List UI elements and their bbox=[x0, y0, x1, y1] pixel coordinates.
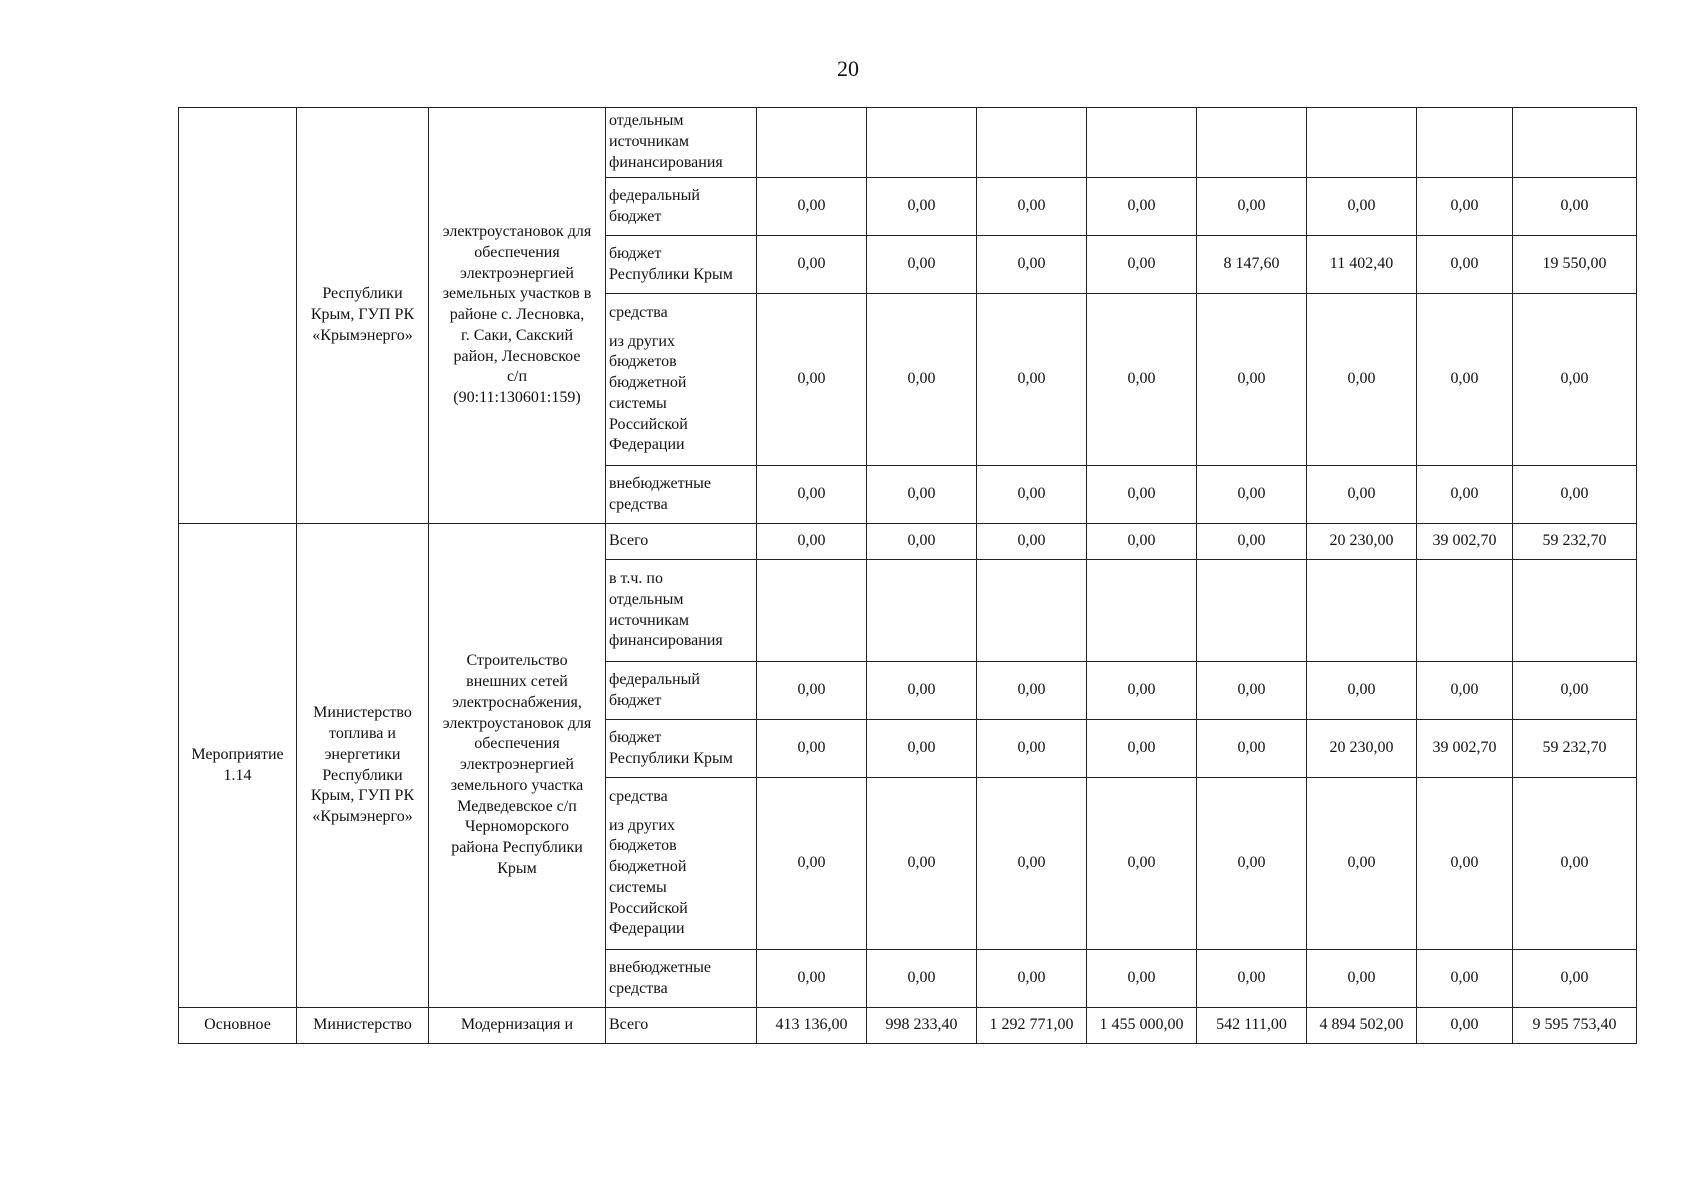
amount-cell: 0,00 bbox=[1197, 778, 1307, 950]
amount-cell: 0,00 bbox=[1197, 662, 1307, 720]
amount-cell: 0,00 bbox=[757, 662, 867, 720]
amount-cell: 20 230,00 bbox=[1307, 524, 1417, 560]
text-line: энергетики bbox=[324, 745, 401, 763]
funding-source-cell bbox=[606, 178, 757, 236]
amount-cell bbox=[757, 108, 867, 178]
amount-cell: 0,00 bbox=[1417, 950, 1513, 1008]
text-line: средства bbox=[609, 787, 668, 805]
amount-cell: 0,00 bbox=[1087, 662, 1197, 720]
amount-cell bbox=[1197, 108, 1307, 178]
amount-cell: 0,00 bbox=[1307, 178, 1417, 236]
amount-cell: 0,00 bbox=[1087, 294, 1197, 466]
text-line: системы bbox=[609, 394, 667, 412]
text-line: Федерации bbox=[609, 920, 685, 938]
text-line: «Крымэнерго» bbox=[312, 326, 413, 344]
text-line: Республики bbox=[322, 766, 403, 784]
amount-cell: 0,00 bbox=[977, 662, 1087, 720]
amount-cell: 0,00 bbox=[1417, 778, 1513, 950]
funding-source-cell bbox=[606, 1008, 757, 1044]
text-line: Республики Крым bbox=[609, 749, 733, 767]
amount-cell: 9 595 753,40 bbox=[1513, 1008, 1637, 1044]
text-line: бюджет bbox=[609, 728, 662, 746]
text-line: Республики bbox=[322, 285, 403, 303]
amount-cell bbox=[1513, 560, 1637, 662]
executor-cell bbox=[297, 108, 429, 524]
object-cell bbox=[429, 108, 606, 524]
amount-cell: 0,00 bbox=[977, 236, 1087, 294]
executor-cell bbox=[297, 524, 429, 1008]
amount-cell: 0,00 bbox=[1197, 950, 1307, 1008]
amount-cell: 0,00 bbox=[1307, 466, 1417, 524]
text-line: внебюджетные bbox=[609, 474, 711, 492]
amount-cell: 413 136,00 bbox=[757, 1008, 867, 1044]
text-line: обеспечения bbox=[474, 243, 560, 261]
amount-cell: 0,00 bbox=[1513, 662, 1637, 720]
text-line: средства bbox=[609, 979, 668, 997]
text-line: Республики Крым bbox=[609, 265, 733, 283]
text-line: финансирования bbox=[609, 632, 723, 650]
text-line: г. Саки, Сакский bbox=[460, 326, 573, 344]
amount-cell: 0,00 bbox=[757, 524, 867, 560]
amount-cell bbox=[1197, 560, 1307, 662]
amount-cell: 0,00 bbox=[1513, 178, 1637, 236]
text-line: бюджет bbox=[609, 207, 662, 225]
funding-source-cell bbox=[606, 662, 757, 720]
text-line: бюджет bbox=[609, 691, 662, 709]
text-line: Мероприятие bbox=[191, 745, 284, 763]
amount-cell: 0,00 bbox=[1087, 236, 1197, 294]
amount-cell bbox=[1307, 560, 1417, 662]
amount-cell: 8 147,60 bbox=[1197, 236, 1307, 294]
funding-source-cell bbox=[606, 560, 757, 662]
amount-cell: 0,00 bbox=[1087, 178, 1197, 236]
text-line: районе с. Лесновка, bbox=[449, 306, 585, 324]
text-line: электроэнергией bbox=[460, 756, 574, 774]
text-line: обеспечения bbox=[474, 735, 560, 753]
funding-source-cell bbox=[606, 720, 757, 778]
measure-cell: Основное bbox=[179, 1008, 297, 1044]
text-line: федеральный bbox=[609, 670, 700, 688]
amount-cell: 0,00 bbox=[1513, 778, 1637, 950]
amount-cell bbox=[867, 108, 977, 178]
amount-cell: 0,00 bbox=[1417, 662, 1513, 720]
amount-cell: 0,00 bbox=[867, 720, 977, 778]
text-line: земельных участков в bbox=[442, 285, 592, 303]
amount-cell: 0,00 bbox=[1307, 662, 1417, 720]
text-line: бюджетов bbox=[609, 837, 677, 855]
text-line: бюджет bbox=[609, 244, 662, 262]
budget-table bbox=[178, 107, 1637, 1044]
amount-cell: 0,00 bbox=[1417, 294, 1513, 466]
text-line: Федерации bbox=[609, 436, 685, 454]
amount-cell: 0,00 bbox=[867, 178, 977, 236]
text-line: отдельным bbox=[609, 112, 684, 130]
amount-cell bbox=[1307, 108, 1417, 178]
amount-cell: 0,00 bbox=[757, 778, 867, 950]
text-line: (90:11:130601:159) bbox=[453, 389, 581, 407]
text-line: Строительство bbox=[466, 652, 568, 670]
amount-cell: 0,00 bbox=[757, 720, 867, 778]
text-line: из других bbox=[609, 332, 675, 350]
amount-cell: 4 894 502,00 bbox=[1307, 1008, 1417, 1044]
object-cell bbox=[429, 524, 606, 1008]
measure-cell bbox=[179, 108, 297, 524]
amount-cell: 0,00 bbox=[757, 178, 867, 236]
executor-cell: Министерство bbox=[297, 1008, 429, 1044]
amount-cell: 0,00 bbox=[867, 236, 977, 294]
amount-cell: 0,00 bbox=[1087, 466, 1197, 524]
amount-cell bbox=[1513, 108, 1637, 178]
amount-cell: 39 002,70 bbox=[1417, 720, 1513, 778]
amount-cell: 0,00 bbox=[1197, 466, 1307, 524]
table-row bbox=[179, 1008, 1637, 1044]
text-line: Медведевское с/п bbox=[457, 797, 577, 815]
amount-cell: 39 002,70 bbox=[1417, 524, 1513, 560]
text-line: федеральный bbox=[609, 186, 700, 204]
amount-cell bbox=[977, 108, 1087, 178]
text-line: Крым, ГУП РК bbox=[310, 306, 415, 324]
text-line: Крым, ГУП РК bbox=[310, 787, 415, 805]
amount-cell: 998 233,40 bbox=[867, 1008, 977, 1044]
text-line: «Крымэнерго» bbox=[312, 808, 413, 826]
amount-cell: 59 232,70 bbox=[1513, 524, 1637, 560]
amount-cell: 19 550,00 bbox=[1513, 236, 1637, 294]
amount-cell: 0,00 bbox=[757, 294, 867, 466]
amount-cell: 0,00 bbox=[977, 778, 1087, 950]
page-number: 20 bbox=[837, 56, 859, 81]
amount-cell: 59 232,70 bbox=[1513, 720, 1637, 778]
text-line: электроустановок для bbox=[442, 222, 592, 240]
measure-cell bbox=[179, 524, 297, 1008]
amount-cell: 0,00 bbox=[1307, 950, 1417, 1008]
text-line: бюджетов bbox=[609, 353, 677, 371]
amount-cell: 0,00 bbox=[1197, 178, 1307, 236]
amount-cell: 542 111,00 bbox=[1197, 1008, 1307, 1044]
table-row bbox=[179, 108, 1637, 178]
amount-cell: 1 455 000,00 bbox=[1087, 1008, 1197, 1044]
text-line: бюджетной bbox=[609, 374, 687, 392]
amount-cell: 0,00 bbox=[1197, 294, 1307, 466]
amount-cell: 0,00 bbox=[1307, 778, 1417, 950]
text-line: внешних сетей bbox=[466, 672, 568, 690]
amount-cell: 0,00 bbox=[977, 178, 1087, 236]
amount-cell: 0,00 bbox=[1087, 720, 1197, 778]
amount-cell: 0,00 bbox=[1087, 524, 1197, 560]
object-cell: Модернизация и bbox=[429, 1008, 606, 1044]
amount-cell: 0,00 bbox=[757, 236, 867, 294]
amount-cell: 0,00 bbox=[1417, 236, 1513, 294]
funding-source-cell bbox=[606, 108, 757, 178]
text-line: электроэнергией bbox=[460, 264, 574, 282]
amount-cell: 0,00 bbox=[1417, 466, 1513, 524]
text-line: финансирования bbox=[609, 153, 723, 171]
amount-cell: 0,00 bbox=[977, 466, 1087, 524]
amount-cell: 0,00 bbox=[757, 950, 867, 1008]
funding-source-cell bbox=[606, 524, 757, 560]
amount-cell: 0,00 bbox=[1417, 178, 1513, 236]
text-line: источникам bbox=[609, 611, 689, 629]
text-line: средства bbox=[609, 303, 668, 321]
amount-cell: 0,00 bbox=[867, 778, 977, 950]
text-line: Российской bbox=[609, 415, 688, 433]
funding-source-cell bbox=[606, 778, 757, 950]
amount-cell bbox=[757, 560, 867, 662]
text-line: системы bbox=[609, 878, 667, 896]
amount-cell bbox=[1087, 560, 1197, 662]
text-line: район, Лесновское bbox=[453, 347, 581, 365]
amount-cell: 0,00 bbox=[977, 950, 1087, 1008]
text-line: Всего bbox=[609, 1016, 649, 1034]
amount-cell: 0,00 bbox=[867, 662, 977, 720]
amount-cell: 0,00 bbox=[1197, 524, 1307, 560]
text-line: Российской bbox=[609, 899, 688, 917]
amount-cell: 0,00 bbox=[1197, 720, 1307, 778]
amount-cell: 0,00 bbox=[1307, 294, 1417, 466]
amount-cell: 11 402,40 bbox=[1307, 236, 1417, 294]
text-line: средства bbox=[609, 495, 668, 513]
amount-cell bbox=[977, 560, 1087, 662]
funding-source-cell bbox=[606, 294, 757, 466]
funding-source-cell bbox=[606, 950, 757, 1008]
amount-cell: 0,00 bbox=[1417, 1008, 1513, 1044]
amount-cell: 0,00 bbox=[867, 950, 977, 1008]
text-line: Черноморского bbox=[464, 818, 570, 836]
amount-cell: 0,00 bbox=[977, 294, 1087, 466]
text-line: 1.14 bbox=[223, 766, 252, 784]
text-line: бюджетной bbox=[609, 858, 687, 876]
text-line: внебюджетные bbox=[609, 958, 711, 976]
amount-cell bbox=[1087, 108, 1197, 178]
amount-cell: 20 230,00 bbox=[1307, 720, 1417, 778]
amount-cell: 0,00 bbox=[977, 720, 1087, 778]
text-line: отдельным bbox=[609, 590, 684, 608]
text-line: топлива и bbox=[329, 724, 396, 742]
funding-source-cell bbox=[606, 466, 757, 524]
text-line: Министерство bbox=[313, 704, 412, 722]
text-line: земельного участка bbox=[450, 776, 584, 794]
amount-cell: 0,00 bbox=[1513, 950, 1637, 1008]
amount-cell: 0,00 bbox=[757, 466, 867, 524]
amount-cell: 0,00 bbox=[867, 466, 977, 524]
text-line: с/п bbox=[506, 368, 528, 386]
amount-cell: 0,00 bbox=[867, 524, 977, 560]
text-line: Крым bbox=[497, 860, 537, 878]
text-line: источникам bbox=[609, 133, 689, 151]
amount-cell: 0,00 bbox=[1513, 294, 1637, 466]
text-line: района Республики bbox=[451, 839, 583, 857]
text-line: в т.ч. по bbox=[609, 569, 663, 587]
table-row bbox=[179, 524, 1637, 560]
amount-cell: 1 292 771,00 bbox=[977, 1008, 1087, 1044]
amount-cell: 0,00 bbox=[1087, 778, 1197, 950]
funding-source-cell bbox=[606, 236, 757, 294]
amount-cell bbox=[1417, 108, 1513, 178]
amount-cell bbox=[1417, 560, 1513, 662]
amount-cell: 0,00 bbox=[1513, 466, 1637, 524]
amount-cell: 0,00 bbox=[1087, 950, 1197, 1008]
amount-cell bbox=[867, 560, 977, 662]
text-line: электроснабжения, bbox=[452, 693, 582, 711]
text-line: электроустановок для bbox=[442, 714, 592, 732]
amount-cell: 0,00 bbox=[867, 294, 977, 466]
text-line: из других bbox=[609, 816, 675, 834]
amount-cell: 0,00 bbox=[977, 524, 1087, 560]
text-line: Всего bbox=[609, 532, 649, 550]
